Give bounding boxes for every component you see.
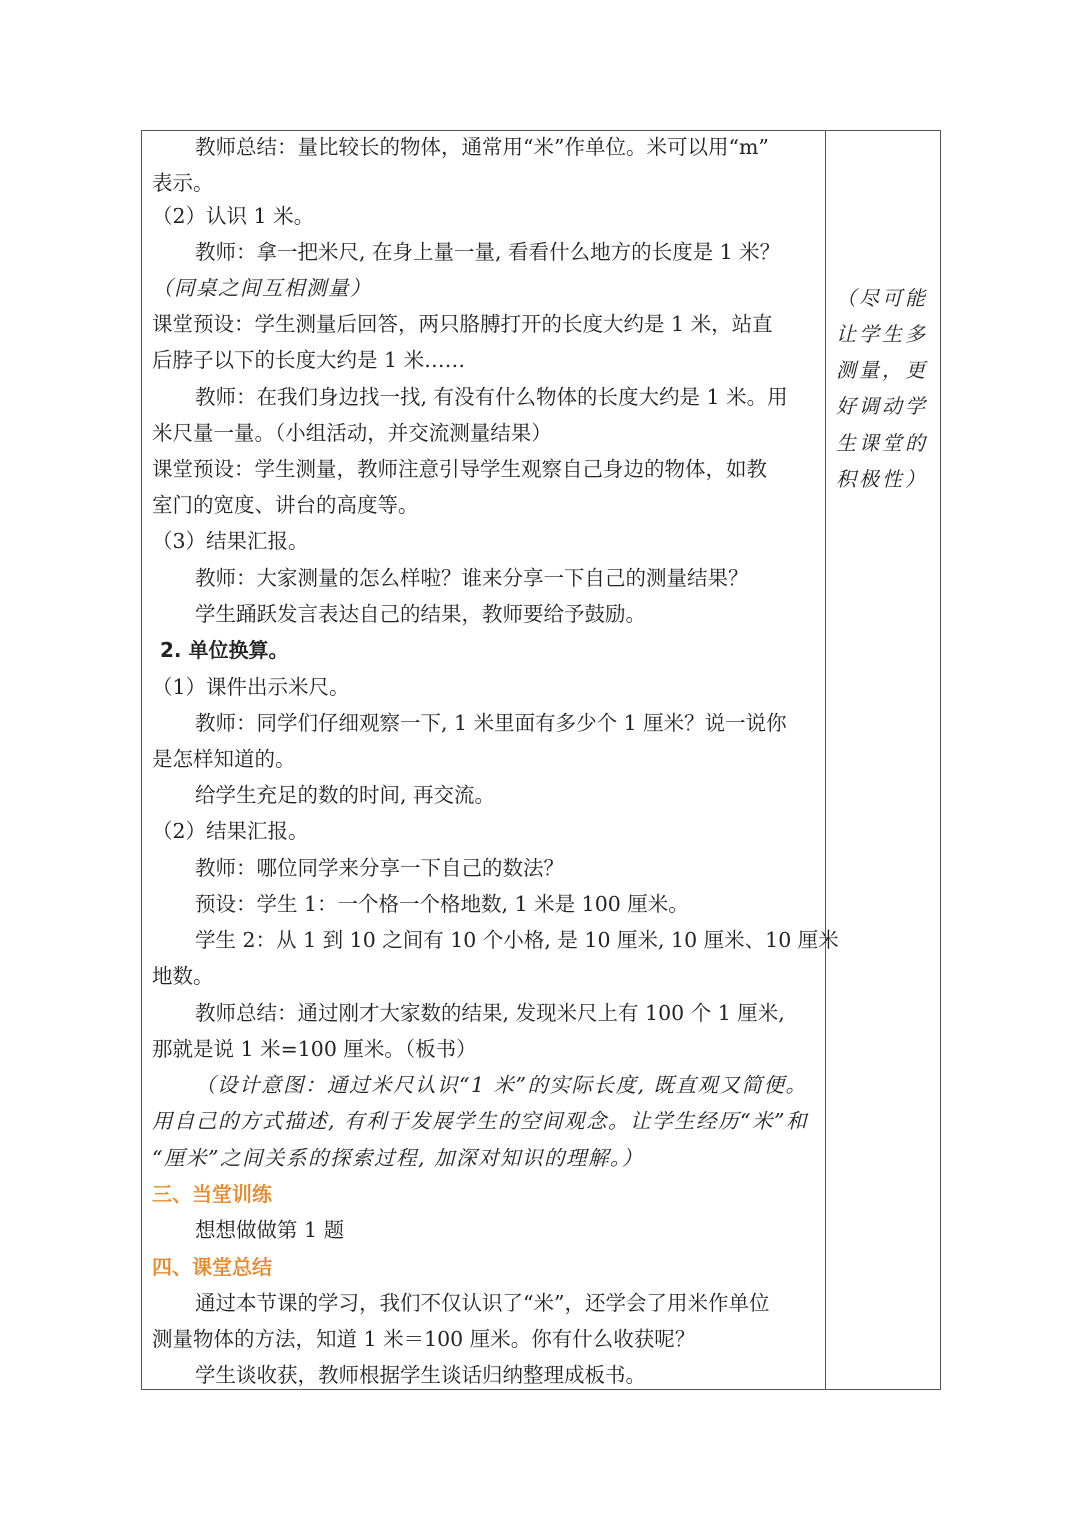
design-intent-line: “厘米”之间关系的探索过程, 加深对知识的理解。） (152, 1146, 644, 1170)
text-line: 室门的宽度、讲台的高度等。 (152, 493, 419, 517)
text-line: 课堂预设：学生测量，教师注意引导学生观察自己身边的物体，如教 (152, 457, 767, 481)
text-line: 学生踊跃发言表达自己的结果，教师要给予鼓励。 (195, 602, 646, 626)
text-line: 那就是说 1 米=100 厘米。（板书） (152, 1037, 477, 1061)
section-heading-summary: 四、课堂总结 (152, 1255, 272, 1279)
text-line: （2）认识 1 米。 (152, 204, 315, 228)
text-line: 预设：学生 1：一个格一个格地数, 1 米是 100 厘米。 (195, 892, 689, 916)
text-line: 课堂预设：学生测量后回答，两只胳膊打开的长度大约是 1 米，站直 (152, 312, 773, 336)
text-line: 是怎样知道的。 (152, 747, 296, 771)
text-line: 想想做做第 1 题 (195, 1218, 345, 1242)
text-line: 地数。 (152, 964, 214, 988)
text-line: 通过本节课的学习，我们不仅认识了“米”，还学会了用米作单位 (195, 1291, 770, 1315)
text-line: 后脖子以下的长度大约是 1 米…… (152, 348, 466, 372)
text-line: 教师总结：通过刚才大家数的结果, 发现米尺上有 100 个 1 厘米, (195, 1001, 785, 1025)
text-line: 教师：拿一把米尺, 在身上量一量, 看看什么地方的长度是 1 米？ (195, 240, 781, 264)
side-note-line: 好调动学 (836, 394, 928, 418)
lesson-plan-table (141, 130, 941, 1390)
text-line: 表示。 (152, 171, 214, 195)
side-note-line: 积极性） (836, 467, 928, 491)
text-line: 学生 2：从 1 到 10 之间有 10 个小格, 是 10 厘米, 10 厘米、10 厘米 (195, 928, 839, 952)
section-subheading: 2. 单位换算。 (160, 638, 289, 662)
column-divider (825, 131, 826, 1389)
side-note-line: 测量，更 (836, 358, 928, 382)
text-line: （同桌之间互相测量） (152, 276, 372, 300)
text-line: 学生谈收获，教师根据学生谈话归纳整理成板书。 (195, 1363, 646, 1387)
text-line: 教师总结：量比较长的物体，通常用“米”作单位。米可以用“m” (195, 135, 769, 159)
text-line: （3）结果汇报。 (152, 529, 309, 553)
side-note-line: 让学生多 (836, 322, 928, 346)
text-line: （1）课件出示米尺。 (152, 675, 350, 699)
text-line: 教师：同学们仔细观察一下, 1 米里面有多少个 1 厘米？说一说你 (195, 711, 787, 735)
text-line: 教师：在我们身边找一找, 有没有什么物体的长度大约是 1 米。用 (195, 385, 788, 409)
side-note-line: （尽可能 (836, 286, 928, 310)
text-line: 测量物体的方法，知道 1 米＝100 厘米。你有什么收获呢？ (152, 1327, 696, 1351)
design-intent-line: （设计意图：通过米尺认识“1 米”的实际长度, 既直观又简便。 (195, 1073, 808, 1097)
side-note-line: 生课堂的 (836, 431, 928, 455)
text-line: 米尺量一量。（小组活动，并交流测量结果） (152, 421, 552, 445)
text-line: 教师：哪位同学来分享一下自己的数法？ (195, 856, 564, 880)
design-intent-line: 用自己的方式描述, 有利于发展学生的空间观念。让学生经历“米”和 (152, 1109, 808, 1133)
text-line: 教师：大家测量的怎么样啦？谁来分享一下自己的测量结果？ (195, 566, 749, 590)
text-line: （2）结果汇报。 (152, 819, 309, 843)
text-line: 给学生充足的数的时间, 再交流。 (195, 783, 496, 807)
section-heading-practice: 三、当堂训练 (152, 1182, 272, 1206)
